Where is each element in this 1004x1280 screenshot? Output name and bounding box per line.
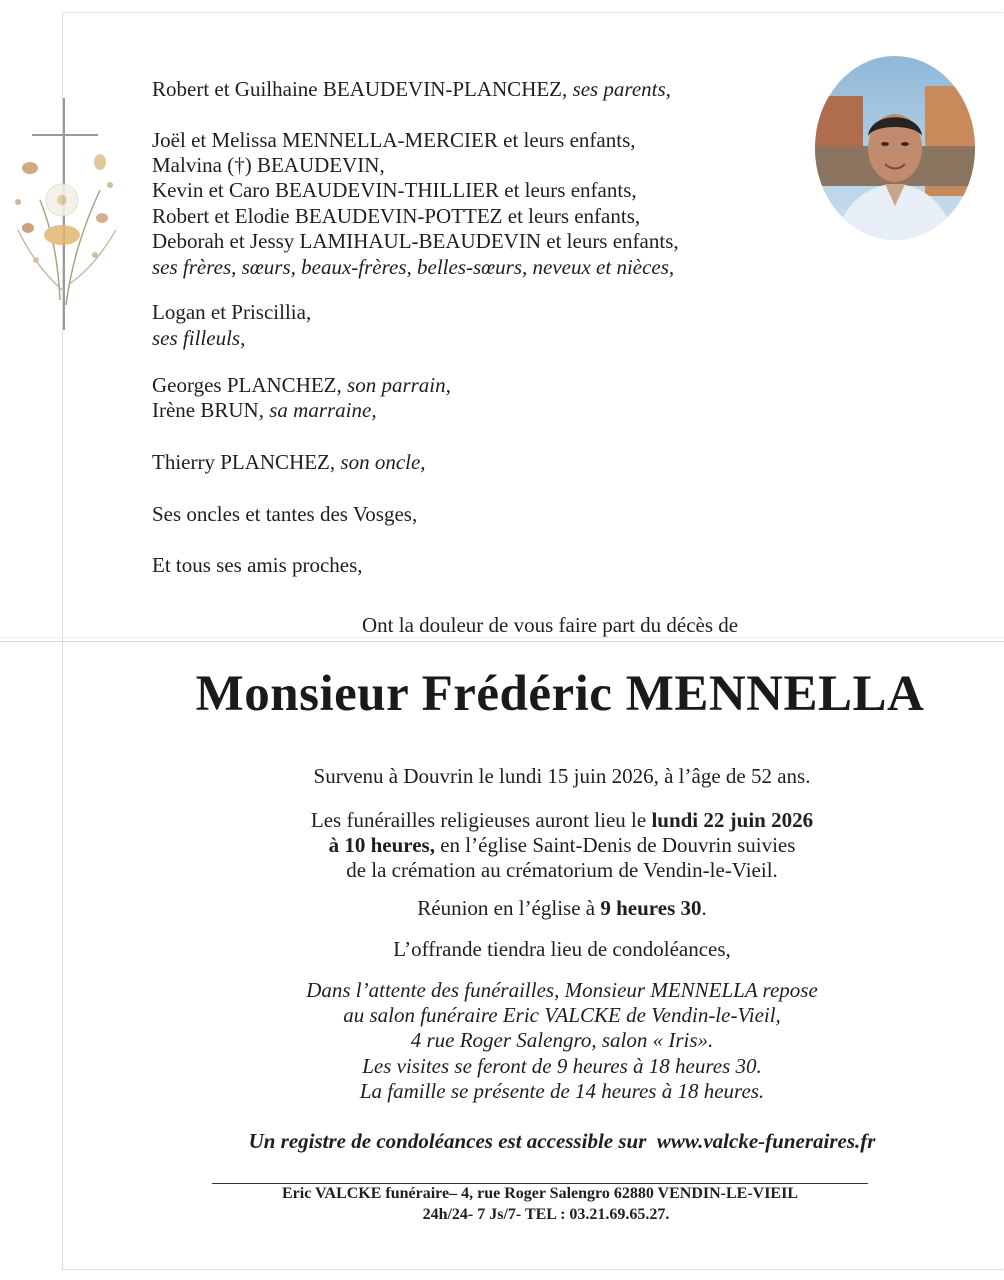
siblings-relation: ses frères, sœurs, beaux-frères, belles-sœurs, neveux et nièces, [152,255,675,279]
godmother-line [152,398,377,424]
godfather-relation: son parrain, [347,373,451,397]
godmother-name: Irène BRUN, [152,398,270,422]
sibling-line: Malvina (†) BEAUDEVIN, [152,153,385,177]
godchildren-relation: ses filleuls, [152,326,246,350]
uncle-name: Thierry PLANCHEZ, [152,450,341,474]
reunion-line [0,896,1004,922]
vosges-relatives: Ses oncles et tantes des Vosges, [152,502,418,526]
funeral-text: Les funérailles religieuses auront lieu le [310,808,652,832]
godfather-name: Georges PLANCHEZ, [152,373,348,397]
close-friends: Et tous ses amis proches, [152,553,363,577]
funeral-date: lundi 22 juin 2026 [651,808,814,832]
funeral-time: à 10 heures, [328,833,435,857]
funeral-line-1 [0,808,1004,834]
deceased-name: Monsieur Frédéric MENNELLA [195,666,925,722]
repose-line: Dans l’attente des funérailles, Monsieur MENNELLA repose [306,978,818,1002]
godchildren-names: Logan et Priscillia, [152,300,312,324]
repose-line: au salon funéraire Eric VALCKE de Vendin-le-Vieil, [343,1003,781,1027]
parents-relation: ses parents, [572,77,671,101]
footer-address: Eric VALCKE funéraire– 4, rue Roger Salengro 62880 VENDIN-LE-VIEIL [281,1185,798,1202]
funeral-place: en l’église Saint-Denis de Douvrin suivies [434,833,796,857]
deceased-photo [815,56,975,240]
reunion-time: 9 heures 30 [600,896,702,920]
floral-cross-decoration [0,90,140,340]
repose-line: 4 rue Roger Salengro, salon « Iris». [410,1028,714,1052]
sibling-line: Robert et Elodie BEAUDEVIN-POTTEZ et leurs enfants, [152,204,641,228]
godfather-line [152,373,451,399]
fold-line [0,641,1004,642]
uncle-line [152,450,426,476]
parents-line [152,77,671,103]
reunion-text: Réunion en l’église à [417,896,601,920]
portrait-image [815,56,975,240]
sibling-line: Joël et Melissa MENNELLA-MERCIER et leurs enfants, [152,128,636,152]
offering-line: L’offrande tiendra lieu de condoléances, [393,937,731,961]
repose-line: Les visites se feront de 9 heures à 18 heures 30. [362,1054,762,1078]
announcement-line: Ont la douleur de vous faire part du décès de [362,613,739,637]
repose-line: La famille se présente de 14 heures à 18 heures. [359,1079,765,1103]
funeral-line-2 [0,833,1004,859]
sibling-line: Deborah et Jessy LAMIHAUL-BEAUDEVIN et leurs enfants, [152,229,679,253]
godmother-relation: sa marraine, [269,398,377,422]
parents-names: Robert et Guilhaine BEAUDEVIN-PLANCHEZ, [152,77,573,101]
sibling-line: Kevin et Caro BEAUDEVIN-THILLIER et leurs enfants, [152,178,637,202]
death-details: Survenu à Douvrin le lundi 15 juin 2026, à l’âge de 52 ans. [313,764,811,788]
cremation-line: de la crémation au crématorium de Vendin-le-Vieil. [346,858,778,882]
condolence-registry: Un registre de condoléances est accessible sur www.valcke-funeraires.fr [248,1129,876,1153]
uncle-relation: son oncle, [340,450,426,474]
reunion-period: . [701,896,707,920]
footer-phone: 24h/24- 7 Js/7- TEL : 03.21.69.65.27. [422,1206,670,1223]
